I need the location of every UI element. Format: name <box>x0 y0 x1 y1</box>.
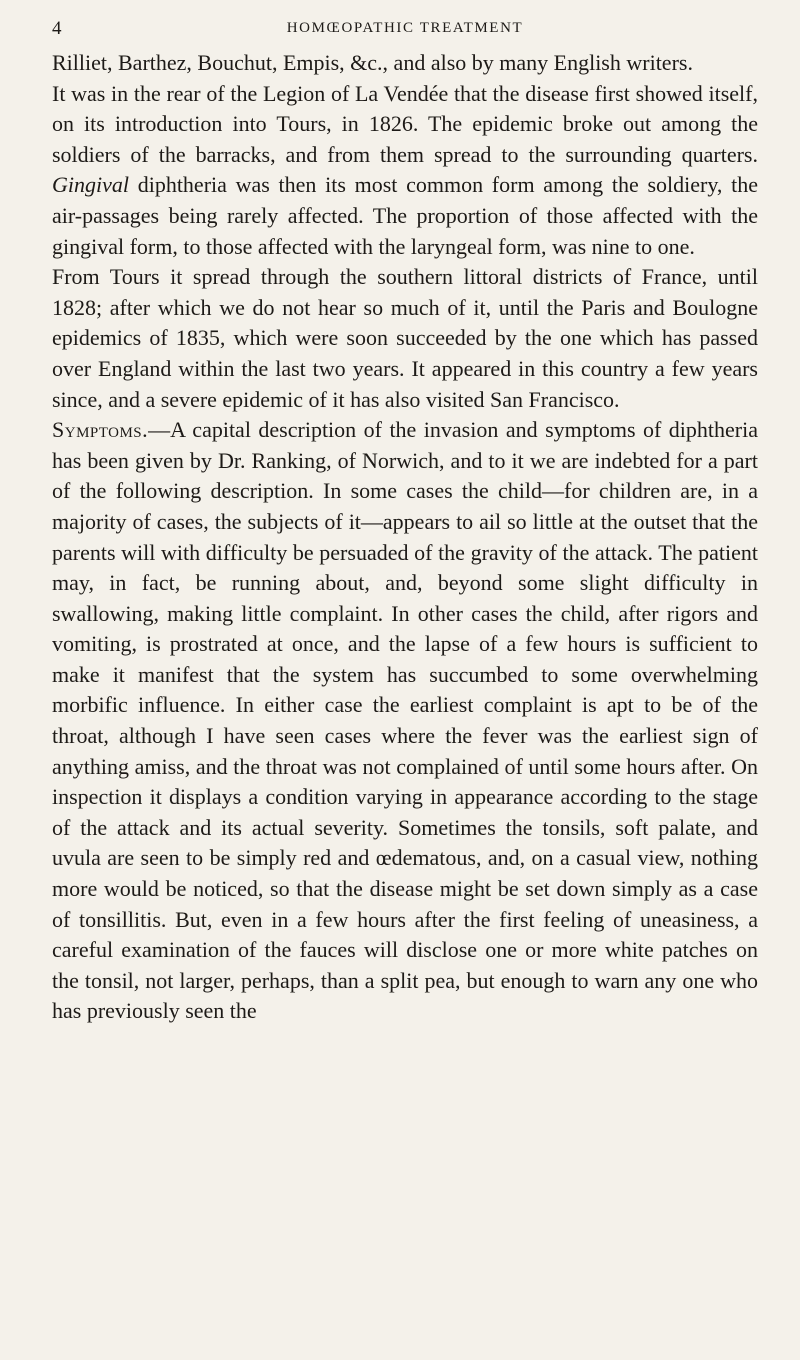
paragraph-2-text-a: It was in the rear of the Legion of La Vendée that the disease first showed itself, on its introduction into Tours, in 1826. The epidemic broke out among the soldiers of the barracks, and from them spread to the surrounding quarters. <box>52 80 758 167</box>
paragraph-1 <box>52 48 758 79</box>
paragraph-3 <box>52 262 758 415</box>
paragraph-1-text: Rilliet, Barthez, Bouchut, Empis, &c., and also by many English writers. <box>52 50 693 75</box>
paragraph-2-text-b: diphtheria was then its most common form among the soldiery, the air-passages being rarely affected. The proportion of those affected with the gingival form, to those affected with the laryngeal form, was nine to one. <box>52 172 758 259</box>
running-head <box>52 10 758 42</box>
paragraph-4-text: —A capital description of the invasion and symptoms of diphtheria has been given by Dr. Ranking, of Norwich, and to it we are indebted for a part of the following description. In some cases the child—for children are, in a majority of cases, the subjects of it—appears to ail so little at the outset that the parents will with difficulty be persuaded of the gravity of the attack. The patient may, in fact, be running about, and, beyond some slight difficulty in swallowing, making little complaint. In other cases the child, after rigors and vomiting, is prostrated at once, and the lapse of a few hours is sufficient to make it manifest that the system has succumbed to some overwhelming morbific influence. In either case the earliest complaint is apt to be of the throat, although I have seen cases where the fever was the earliest sign of anything amiss, and the throat was not complained of until some hours after. On inspection it displays a condition varying in appearance according to the stage of the attack and its actual severity. Sometimes the tonsils, soft palate, and uvula are seen to be simply red and œdematous, and, on a casual view, nothing more would be noticed, so that the disease might be set down simply as a case of tonsillitis. But, even in a few hours after the first feeling of uneasiness, a careful examination of the fauces will disclose one or more white patches on the tonsil, not larger, perhaps, than a split pea, but enough to warn any one who has previously seen the <box>52 417 758 1024</box>
paragraph-3-text: From Tours it spread through the southern littoral districts of France, until 1828; after which we do not hear so much of it, until the Paris and Boulogne epidemics of 1835, which were soon succeeded by the one which has passed over England within the last two years. It appeared in this country a few years since, and a severe epidemic of it has also visited San Francisco. <box>52 264 758 412</box>
paragraph-4 <box>52 415 758 1027</box>
running-title: HOMŒOPATHIC TREATMENT <box>286 20 524 36</box>
paragraph-2 <box>52 79 758 263</box>
symptoms-heading: Symptoms. <box>52 417 149 443</box>
page-number: 4 <box>52 18 64 39</box>
gingival-emphasis: Gingival <box>52 172 129 198</box>
body-text <box>52 48 758 1027</box>
